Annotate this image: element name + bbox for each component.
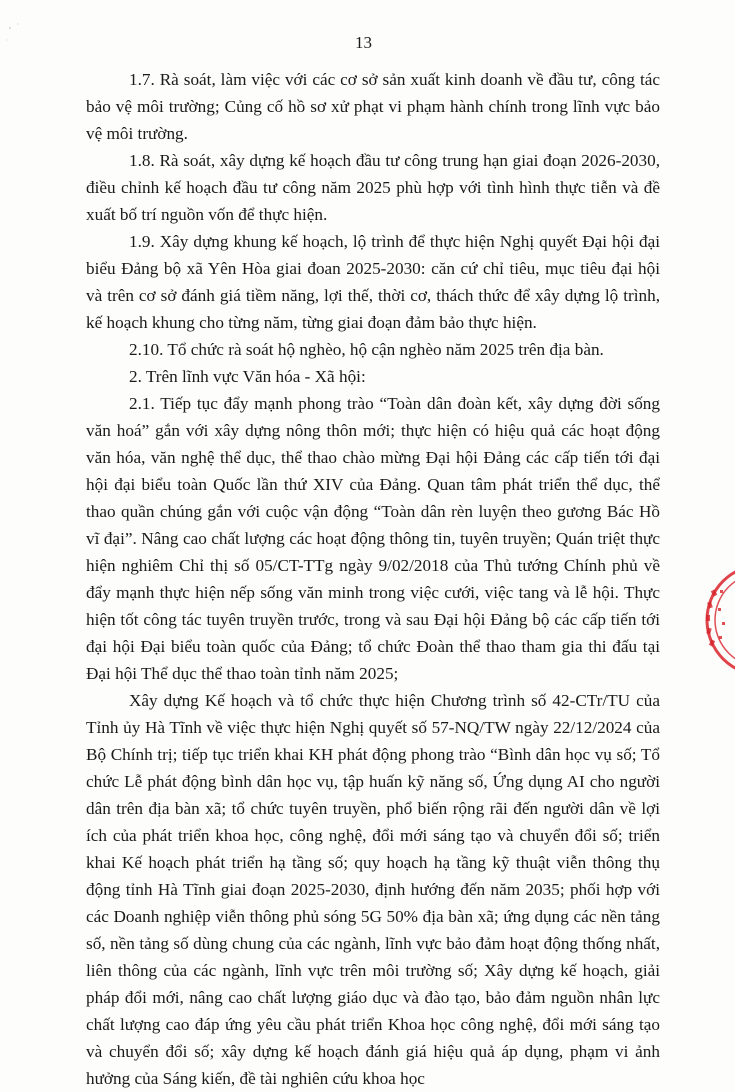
section-heading-culture-society: 2. Trên lĩnh vực Văn hóa - Xã hội: bbox=[129, 367, 366, 386]
paragraph-2-10: 2.10. Tổ chức rà soát hộ nghèo, hộ cận nghèo năm 2025 trên địa bàn. bbox=[129, 340, 604, 359]
paragraph-1-7: 1.7. Rà soát, làm việc với các cơ sở sản xuất kinh doanh về đầu tư, công tác bảo vệ môi trường; Củng cố hồ sơ xử phạt vi phạm hành chính trong lĩnh vực bảo vệ môi trường. bbox=[86, 70, 660, 143]
page-number: 13 bbox=[355, 33, 372, 52]
paragraph-2-1: 2.1. Tiếp tục đẩy mạnh phong trào “Toàn dân đoàn kết, xây dựng đời sống văn hoá” gắn với xây dựng nông thôn mới; thực hiện có hiệu quả các hoạt động văn hóa, văn nghệ thể dục, thể thao chào mừng Đại hội Đảng các cấp tiến tới đại hội đại biểu toàn Quốc lần thứ XIV của Đảng. Quan tâm phát triển thể dục, thể thao quần chúng gắn với cuộc vận động “Toàn dân rèn luyện theo gương Bác Hồ vĩ đại”. Nâng cao chất lượng các hoạt động thông tin, tuyên truyền; Quán triệt thực hiện nghiêm Chỉ thị số 05/CT-TTg ngày 9/02/2018 của Thủ tướng Chính phủ về đẩy mạnh thực hiện nếp sống văn minh trong việc cưới, việc tang và lễ hội. Thực hiện tốt công tác tuyên truyền trước, trong và sau Đại hội Đảng bộ các cấp tiến tới đại hội Đại biểu toàn quốc của Đảng; tổ chức Đoàn thể thao tham gia thi đấu tại Đại hội Thể dục thể thao toàn tỉnh năm 2025; bbox=[86, 394, 660, 683]
paragraph-1-9: 1.9. Xây dựng khung kế hoạch, lộ trình để thực hiện Nghị quyết Đại hội đại biểu Đảng bộ xã Yên Hòa giai đoan 2025-2030: căn cứ chỉ tiêu, mục tiêu đại hội và trên cơ sở đánh giá tiềm năng, lợi thế, thời cơ, thách thức để xây dựng lộ trình, kế hoạch khung cho từng năm, từng giai đoạn đảm bảo thực hiện. bbox=[86, 232, 660, 332]
paragraph-1-8: 1.8. Rà soát, xây dựng kế hoạch đầu tư công trung hạn giai đoạn 2026-2030, điều chỉnh kế hoạch đầu tư công năm 2025 phù hợp với tình hình thực tiễn và đề xuất bố trí nguồn vốn để thực hiện. bbox=[86, 151, 660, 224]
document-body bbox=[86, 66, 660, 1092]
paragraph-digital-transformation: Xây dựng Kế hoạch và tổ chức thực hiện Chương trình số 42-CTr/TU của Tỉnh ủy Hà Tĩnh về việc thực hiện Nghị quyết số 57-NQ/TW ngày 22/12/2024 của Bộ Chính trị; tiếp tục triển khai KH phát động phong trào “Bình dân học vụ số; Tổ chức Lễ phát động bình dân học vụ, tập huấn kỹ năng số, Ứng dụng AI cho người dân trên địa bàn xã; tổ chức tuyên truyền, phổ biến rộng rãi đến người dân về lợi ích của phát triển khoa học, công nghệ, đổi mới sáng tạo và chuyển đổi số; triển khai Kế hoạch phát triển hạ tầng số; quy hoạch hạ tầng kỹ thuật viễn thông thụ động tỉnh Hà Tĩnh giai đoạn 2025-2030, định hướng đến năm 2035; phối hợp với các Doanh nghiệp viễn thông phủ sóng 5G 50% địa bàn xã; ứng dụng các nền tảng số, nền tảng số dùng chung của các ngành, lĩnh vực bảo đảm hoạt động thống nhất, liên thông của các ngành, lĩnh vực trên môi trường số; Xây dựng kế hoạch, giải pháp đổi mới, nâng cao chất lượng giáo dục và đào tạo, bảo đảm nguồn nhân lực chất lượng cao đáp ứng yêu cầu phát triển Khoa học công nghệ, đổi mới sáng tạo và chuyển đổi số; xây dựng kế hoạch đánh giá hiệu quả áp dụng, phạm vi ảnh hưởng của Sáng kiến, đề tài nghiên cứu khoa học bbox=[86, 691, 660, 1088]
red-seal-stamp-icon bbox=[700, 560, 735, 680]
